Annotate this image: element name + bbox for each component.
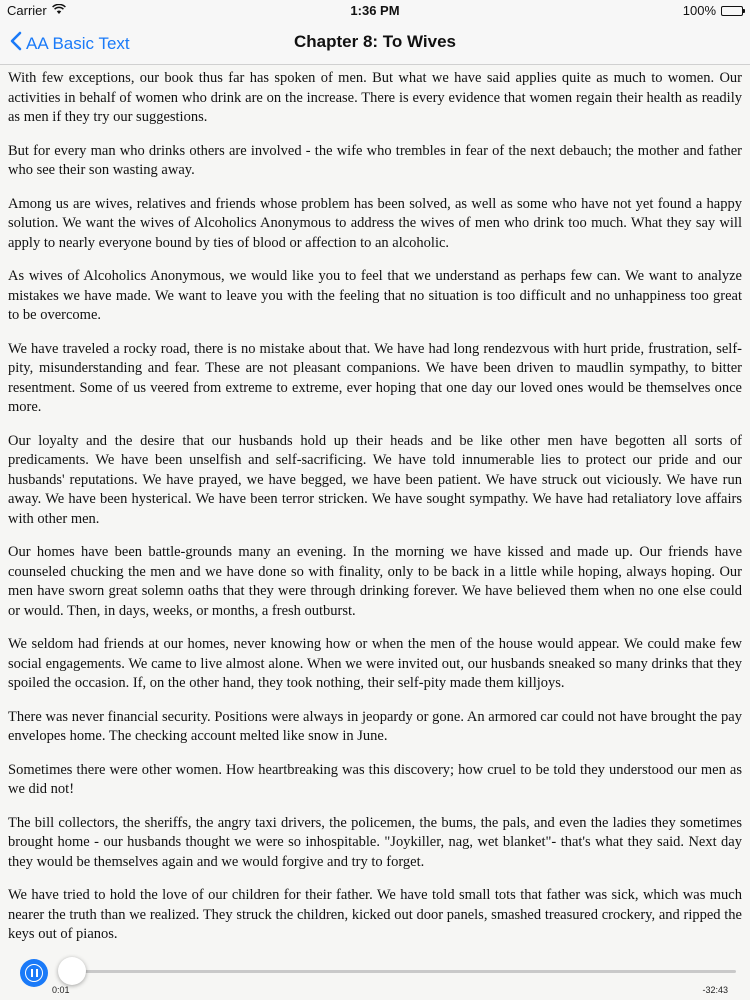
progress-thumb[interactable] <box>58 957 86 985</box>
pause-icon <box>25 964 43 982</box>
paragraph: The bill collectors, the sheriffs, the angry taxi drivers, the policemen, the bums, the pals, and even the ladies they sometimes brought home - our husbands thought we were so inhospitable. "Joykiller, nag, wet blanket"- that's what they said. Next day they would be themselves again and we would forgive and try to forget. <box>8 814 742 870</box>
paragraph: Among us are wives, relatives and friends whose problem has been solved, as well as some who have not yet found a happy solution. We want the wives of Alcoholics Anonymous to address the wives of men who drink too much. What they say will apply to nearly everyone bound by ties of blood or affection to an alcoholic. <box>8 195 742 251</box>
status-bar <box>0 0 750 22</box>
paragraph: There was never financial security. Positions were always in jeopardy or gone. An armored car could not have brought the pay envelopes home. The checking account melted like snow in June. <box>8 708 742 744</box>
status-time: 1:36 PM <box>350 3 400 18</box>
pause-button[interactable] <box>20 959 48 987</box>
paragraph: Our loyalty and the desire that our husbands hold up their heads and be like other men have begotten all sorts of predicaments. We have been unselfish and self-sacrificing. We have told innumerable lies to protect our pride and our husbands' reputations. We have prayed, we have begged, we have been patient. We have struck out viciously. We have run away. We have been hysterical. We have been terror stricken. We have sought sympathy. We have had retaliatory love affairs with other men. <box>8 432 742 527</box>
paragraph: Sometimes there were other women. How heartbreaking was this discovery; how cruel to be told they understood our men as we did not! <box>8 761 742 797</box>
paragraph: As wives of Alcoholics Anonymous, we would like you to feel that we understand as perhaps few can. We want to analyze mistakes we have made. We want to leave you with the feeling that no situation is too difficult and no unhappiness too great to be overcome. <box>8 268 742 323</box>
back-label: AA Basic Text <box>26 33 130 53</box>
paragraph: We seldom had friends at our homes, never knowing how or when the men of the house would appear. We could make few social engagements. We came to live almost alone. When we were invited out, our husbands sneaked so many drinks that they spoiled the occasion. If, on the other hand, they took nothing, their self-pity made them killjoys. <box>8 636 742 691</box>
paragraph: We have traveled a rocky road, there is no mistake about that. We have had long rendezvous with hurt pride, frustration, self-pity, misunderstanding and fear. These are not pleasant companions. We have been driven to maudlin sympathy, to bitter resentment. Some of us veered from extreme to extreme, ever hoping that one day our loved ones would be themselves once more. <box>8 340 742 415</box>
status-right <box>683 3 743 18</box>
paragraph: Our homes have been battle-grounds many an evening. In the morning we have kissed and made up. Our friends have counseled chucking the men and we have done so with finality, only to be back in a little while hoping, always hoping. Our men have sworn great solemn oaths that they were through drinking forever. We have believed them when no one else could or would. Then, in days, weeks, or months, a fresh outburst. <box>8 544 742 619</box>
carrier-label: Carrier <box>7 3 47 18</box>
page-title: Chapter 8: To Wives <box>293 32 456 51</box>
battery-icon <box>721 6 743 16</box>
navigation-bar <box>0 22 750 65</box>
paragraph: We have tried to hold the love of our children for their father. We have told small tots that father was sick, which was much nearer the truth than we realized. They struck the children, kicked out door panels, smashed treasured crockery, and ripped the keys out of pianos. <box>8 887 742 942</box>
chapter-text[interactable] <box>0 64 750 964</box>
audio-player <box>0 950 750 1000</box>
progress-track[interactable] <box>70 970 736 973</box>
battery-percent: 100% <box>682 3 716 18</box>
elapsed-time: 0:01 <box>52 985 70 995</box>
paragraph: With few exceptions, our book thus far has spoken of men. But what we have said applies quite as much to women. Our activities in behalf of women who drink are on the increase. There is every evidence that women regain their health as readily as men if they try our suggestions. <box>8 70 742 125</box>
remaining-time: -32:43 <box>702 985 728 995</box>
paragraph: But for every man who drinks others are involved - the wife who trembles in fear of the next debauch; the mother and father who see their son wasting away. <box>8 142 742 178</box>
